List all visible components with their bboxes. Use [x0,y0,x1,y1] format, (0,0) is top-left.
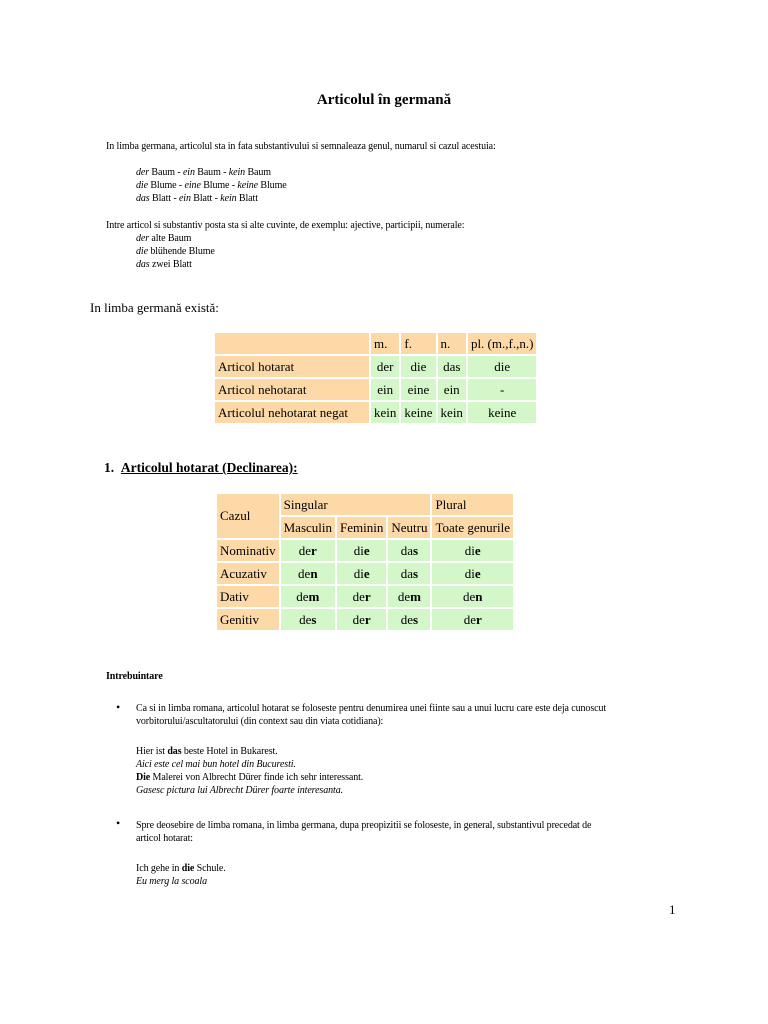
translation-line: Eu merg la scoala [136,876,207,887]
intro-text: In limba germana, articolul sta in fata substantivului si semnaleaza genul, numarul si cazul acestuia: [106,141,496,152]
table-cell: das [388,540,430,561]
table-cell: Toate genurile [432,517,513,538]
table-cell: der [371,356,399,377]
table-cell [215,333,369,354]
table-cell: eine [401,379,435,400]
bullet1-line: vorbitorului/ascultatorului (din context sau din viata cotidiana): [136,716,384,727]
example-line: die blühende Blume [136,246,215,257]
page-title: Articolul în germană [316,92,452,108]
table-cell: das [388,563,430,584]
example-line: Ich gehe in die Schule. [136,863,226,874]
section-title: Articolul hotarat (Declinarea): [120,460,298,475]
table-cell: die [468,356,536,377]
table-cell: der [337,609,386,630]
example-line: die Blume - eine Blume - keine Blume [136,180,287,191]
table-cell: kein [438,402,466,423]
table-cell: Plural [432,494,513,515]
table-cell: ein [371,379,399,400]
declension-table [215,492,515,632]
bullet-dot: • [116,700,121,714]
table-cell: n. [438,333,466,354]
table-cell: die [401,356,435,377]
table-cell: Articol nehotarat [215,379,369,400]
bullet1-examples [136,745,363,797]
bullet2-text [136,819,591,845]
table-row [215,356,536,377]
table-cell: die [432,563,513,584]
table-cell: kein [371,402,399,423]
table-cell: den [432,586,513,607]
table-cell: der [432,609,513,630]
table-cell: Cazul [217,494,279,538]
table-cell: den [281,563,335,584]
table-row [217,586,513,607]
table-cell: keine [401,402,435,423]
table-cell: ein [438,379,466,400]
table-cell: f. [401,333,435,354]
table-cell: der [337,586,386,607]
table-cell: die [337,563,386,584]
example-line: der alte Baum [136,233,192,244]
table-row [217,563,513,584]
bullet1-text [136,702,606,728]
table-cell: der [281,540,335,561]
table-cell: Articolul nehotarat negat [215,402,369,423]
table-row [217,609,513,630]
examples-articles [136,166,287,205]
intro2-text: Intre articol si substantiv posta sta si alte cuvinte, de exemplu: ajective, participii, numerale: [106,220,465,231]
intrebuintare-heading: Intrebuintare [106,671,163,682]
example-line: das Blatt - ein Blatt - kein Blatt [136,193,258,204]
table-cell: dem [388,586,430,607]
bullet2-line: Spre deosebire de limba romana, in limba germana, dupa preopizitii se foloseste, in general, substantivul precedat de [136,820,592,831]
bullet2-examples [136,862,226,888]
example-line: Die Malerei von Albrecht Dürer finde ich sehr interessant. [136,772,364,783]
table-cell: keine [468,402,536,423]
section-heading [104,460,298,476]
translation-line: Gasesc pictura lui Albrecht Dürer foarte interesanta. [136,785,343,796]
table-cell: Masculin [281,517,335,538]
table-cell: Nominativ [217,540,279,561]
table-row [215,333,536,354]
table-cell: pl. (m.,f.,n.) [468,333,536,354]
table-cell: Acuzativ [217,563,279,584]
example-line: der Baum - ein Baum - kein Baum [136,167,271,178]
table-cell: dem [281,586,335,607]
table-row [215,402,536,423]
table-cell: des [388,609,430,630]
bullet-dot: • [116,816,121,830]
table-cell: Feminin [337,517,386,538]
example-line: Hier ist das beste Hotel in Bukarest. [136,746,278,757]
table-row [215,379,536,400]
bullet1-line: Ca si in limba romana, articolul hotarat se foloseste pentru denumirea unei fiinte sau a unui lucru care este deja cunoscut [136,703,607,714]
table-cell: Dativ [217,586,279,607]
table-cell: Genitiv [217,609,279,630]
table-cell: Articol hotarat [215,356,369,377]
articles-table [213,331,538,425]
table-cell: die [432,540,513,561]
translation-line: Aici este cel mai bun hotel din Bucuresti. [136,759,296,770]
exista-heading: In limba germană există: [90,300,219,315]
section-number: 1. [104,460,115,475]
examples-adjectives [136,232,215,271]
table-cell: des [281,609,335,630]
example-line: das zwei Blatt [136,259,192,270]
page-number: 1 [669,902,676,917]
table-cell: das [438,356,466,377]
table-cell: die [337,540,386,561]
table-cell: m. [371,333,399,354]
table-row [217,494,513,515]
table-cell: Singular [281,494,431,515]
table-cell: - [468,379,536,400]
table-cell: Neutru [388,517,430,538]
table-row [217,540,513,561]
bullet2-line: articol hotarat: [136,833,193,844]
